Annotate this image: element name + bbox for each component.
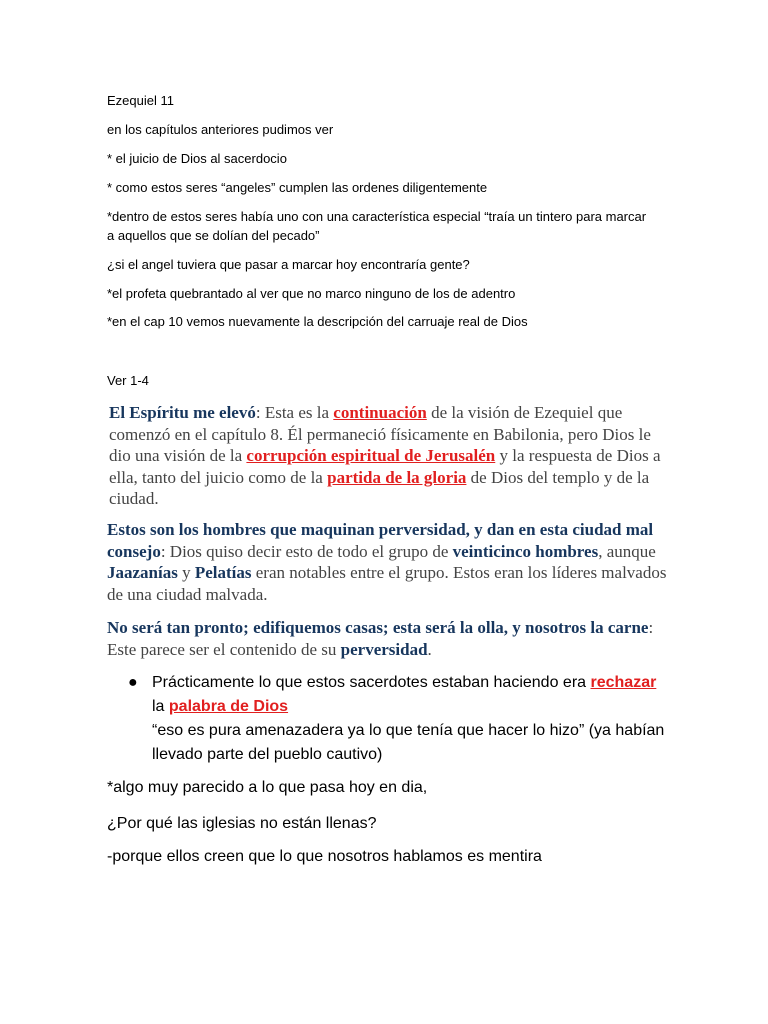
paragraph-hombres: Estos son los hombres que maquinan perversidad, y dan en esta ciudad mal consejo: Dios quiso decir esto de todo el grupo de veinticinco hombres, aunque Jaazanías y Pelatías eran notables entre el grupo. Estos eran los líderes malvados de una ciudad malvada. [107,520,667,604]
paragraph-olla: No será tan pronto; edifiquemos casas; esta será la olla, y nosotros la carne: Este parece ser el contenido de su perversidad. [107,618,654,659]
closing-line: ¿Por qué las iglesias no están llenas? [107,815,377,832]
intro-line: *en el cap 10 vemos nuevamente la descripción del carruaje real de Dios [107,314,528,329]
intro-line: * como estos seres “angeles” cumplen las ordenes diligentemente [107,180,488,195]
closing-line: -porque ellos creen que lo que nosotros hablamos es mentira [107,848,542,865]
highlight-term: rechazar [590,674,657,691]
paragraph-lead: No será tan pronto; edifiquemos casas; esta será la olla, y nosotros la carne [107,618,649,637]
document-title: Ezequiel 11 [107,93,174,108]
bullet-icon: ● [128,674,138,691]
paragraph-lead: El Espíritu me elevó [109,403,256,422]
bold-term: Pelatías [194,563,252,582]
highlight-term: partida de la gloria [327,467,467,487]
bullet-quote: “eso es pura amenazadera ya lo que tenía que hacer lo hizo” (ya habían llevado parte del pueblo cautivo) [152,722,665,763]
bullet-item [128,671,688,771]
paragraph-lead: Estos son los hombres que maquinan perversidad, y dan en esta ciudad mal consejo [107,520,654,561]
highlight-term: continuación [333,403,427,422]
bold-term: perversidad [340,639,428,659]
highlight-term: corrupción espiritual de Jerusalén [246,446,496,465]
intro-line: *dentro de estos seres había uno con una característica especial “traía un tintero para marcar a aquellos que se dolían del pecado” [107,209,647,243]
closing-line: *algo muy parecido a lo que pasa hoy en dia, [107,779,428,796]
intro-line: ¿si el angel tuviera que pasar a marcar hoy encontraría gente? [107,257,470,272]
highlight-term: palabra de Dios [168,698,289,715]
section-label: Ver 1-4 [107,373,149,388]
paragraph-espiritu: El Espíritu me elevó: Esta es la continuación de la visión de Ezequiel que comenzó en el capítulo 8. Él permaneció físicamente en Babilonia, pero Dios le dio una visión de la corrupción espiritual de Jerusalén y la respuesta de Dios a ella, tanto del juicio como de la partida de la gloria de Dios del templo y de la ciudad. [109,403,661,508]
bullet-text: Prácticamente lo que estos sacerdotes estaban haciendo era rechazar la palabra de Dios “eso es pura amenazadera ya lo que tenía que hacer lo hizo” (ya habían llevado parte del pueblo cautivo) [152,674,665,763]
intro-line: * el juicio de Dios al sacerdocio [107,151,287,166]
bold-term: veinticinco hombres [452,541,599,561]
bold-term: Jaazanías [107,563,178,582]
intro-line: *el profeta quebrantado al ver que no marco ninguno de los de adentro [107,286,516,301]
intro-line: en los capítulos anteriores pudimos ver [107,122,334,137]
